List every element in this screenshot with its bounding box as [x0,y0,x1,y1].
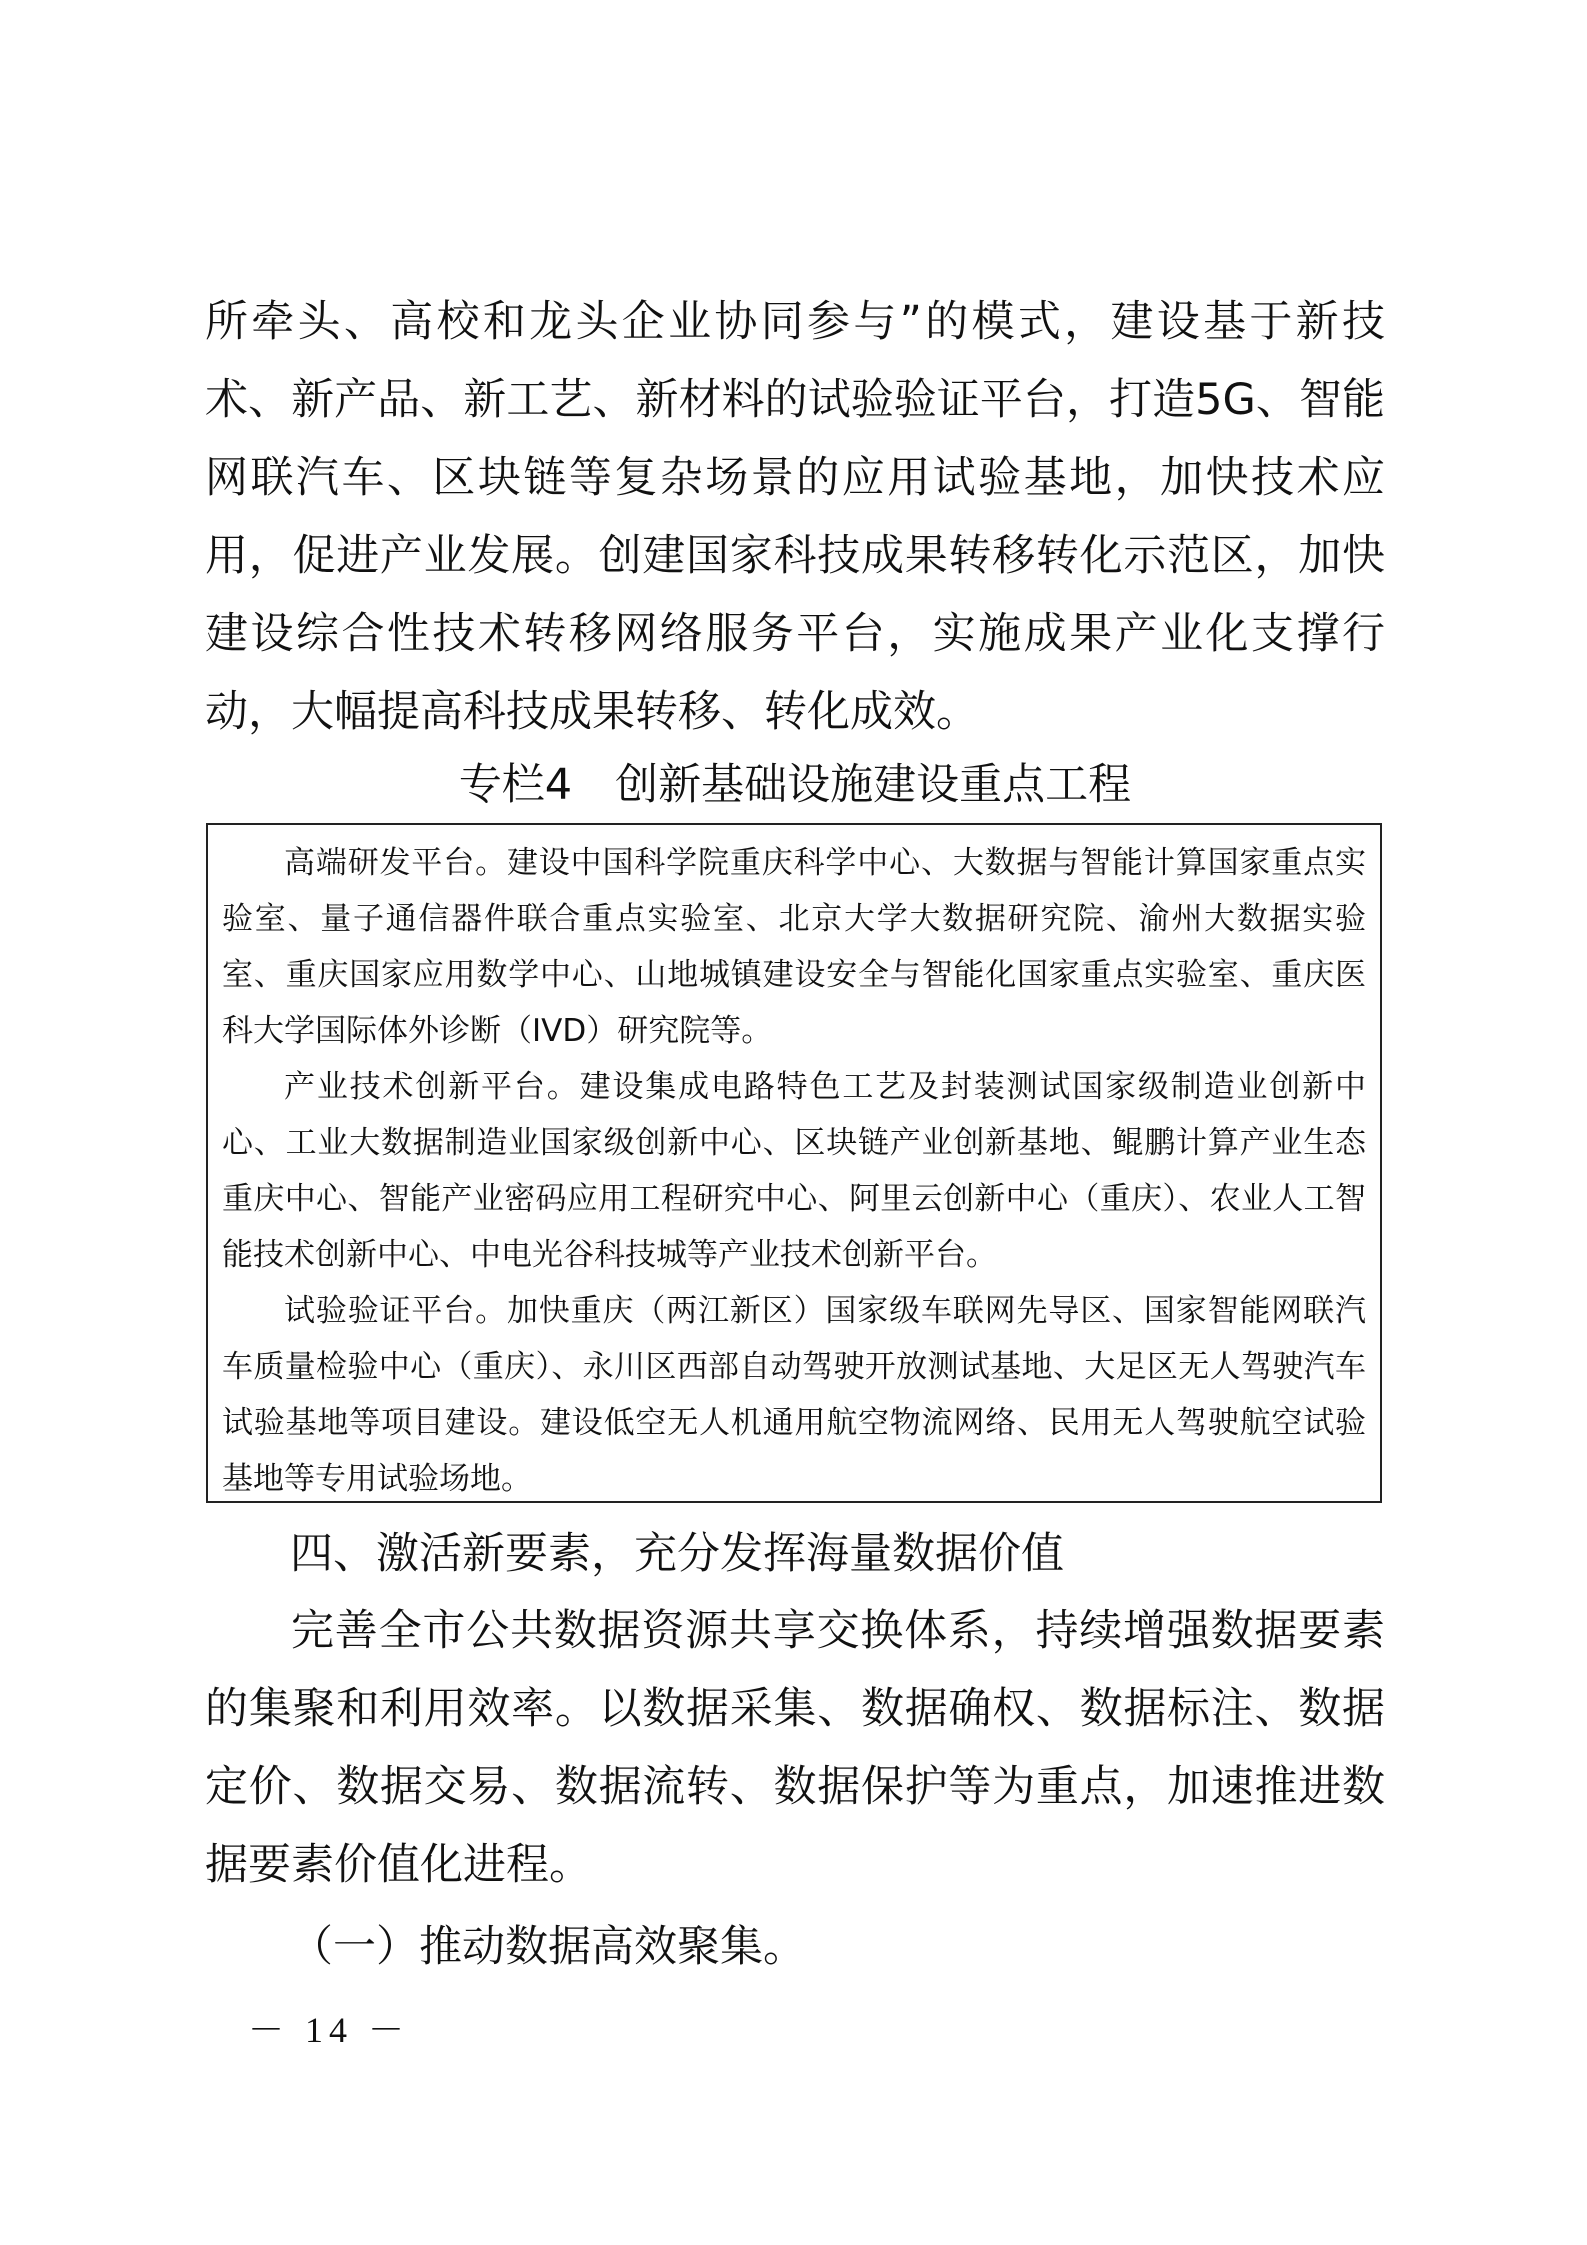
sub-heading: （一）推动数据高效聚集。 [290,1922,806,1972]
box-paragraph-rd-platforms: 高端研发平台。建设中国科学院重庆科学中心、大数据与智能计算国家重点实验室、量子通信器件联合重点实验室、北京大学大数据研究院、渝州大数据实验室、重庆国家应用数学中心、山地城镇建设安全与智能化国家重点实验室、重庆医科大学国际体外诊断（IVD）研究院等。 [222,845,1366,1049]
feature-box [206,823,1382,1503]
box-title: 专栏4 创新基础设施建设重点工程 [458,760,1132,810]
box-paragraph-industry-platforms: 产业技术创新平台。建设集成电路特色工艺及封装测试国家级制造业创新中心、工业大数据制造业国家级创新中心、区块链产业创新基地、鲲鹏计算产业生态重庆中心、智能产业密码应用工程研究中心、阿里云创新中心（重庆）、农业人工智能技术创新中心、中电光谷科技城等产业技术创新平台。 [222,1069,1366,1273]
page-number: － 14 － [248,2010,411,2050]
intro-paragraph: 所牵头、高校和龙头企业协同参与”的模式，建设基于新技术、新产品、新工艺、新材料的试验验证平台，打造5G、智能网联汽车、区块链等复杂场景的应用试验基地，加快技术应用，促进产业发展。创建国家科技成果转移转化示范区，加快建设综合性技术转移网络服务平台，实施成果产业化支撑行动，大幅提高科技成果转移、转化成效。 [205,297,1385,737]
section-heading: 四、激活新要素，充分发挥海量数据价值 [290,1529,1064,1579]
section-paragraph: 完善全市公共数据资源共享交换体系，持续增强数据要素的集聚和利用效率。以数据采集、数据确权、数据标注、数据定价、数据交易、数据流转、数据保护等为重点，加速推进数据要素价值化进程。 [205,1606,1385,1890]
box-paragraph-testing-platforms: 试验验证平台。加快重庆（两江新区）国家级车联网先导区、国家智能网联汽车质量检验中心（重庆）、永川区西部自动驾驶开放测试基地、大足区无人驾驶汽车试验基地等项目建设。建设低空无人机通用航空物流网络、民用无人驾驶航空试验基地等专用试验场地。 [222,1293,1366,1497]
